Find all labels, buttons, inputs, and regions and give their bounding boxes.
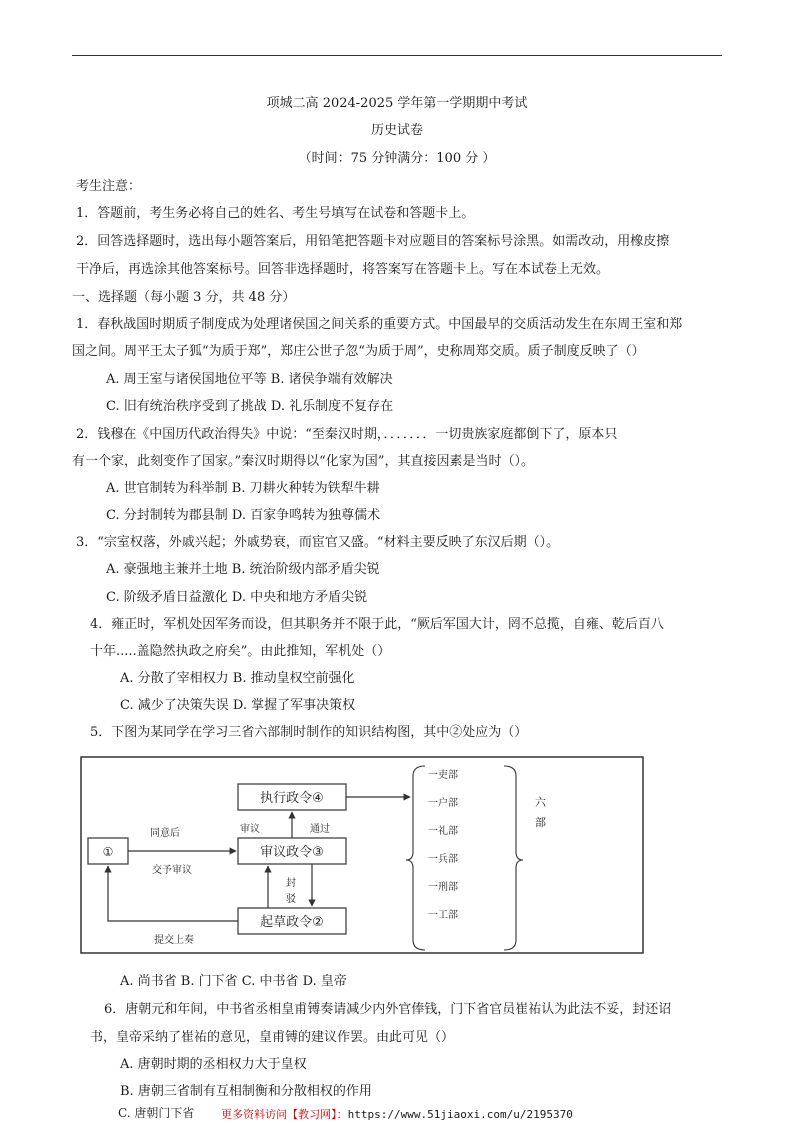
q5-line-1: 5．下图为某同学在学习三省六部制时制作的知识结构图，其中②处应为（）: [90, 725, 528, 740]
q1-options-cd: C. 旧有统治秩序受到了挑战 D. 礼乐制度不复存在: [106, 399, 394, 414]
q4-line-1: 4．雍正时，军机处因军务而设，但其职务并不限于此，“厥后军国大计，罔不总揽，自雍、乾后百八: [90, 617, 664, 632]
review-box-label: 审议政令③: [260, 845, 324, 860]
exam-title: 项城二高 2024-2025 学年第一学期期中考试: [266, 96, 528, 111]
q2-options-cd: C. 分封制转为郡县制 D. 百家争鸣转为独尊儒术: [106, 508, 381, 523]
q3-options-ab: A. 豪强地主兼并土地 B. 统治阶级内部矛盾尖锐: [106, 562, 380, 577]
three-departments-diagram: [80, 756, 644, 954]
q4-options-cd: C. 减少了决策失误 D. 掌握了军事决策权: [120, 698, 356, 713]
label-reject-2: 驳: [286, 894, 296, 905]
draft-box-label: 起草政令②: [260, 915, 324, 930]
left-bracket: [406, 766, 425, 950]
q4-line-2: 十年.....盖隐然执政之府矣”。由此推知，军机处（）: [90, 644, 391, 659]
exam-time-info: （时间：75 分钟满分：100 分 ）: [298, 151, 496, 166]
exec-box-label: 执行政令④: [260, 791, 324, 806]
ministry-item: 一工部: [428, 910, 458, 921]
label-review: 审议: [240, 824, 260, 835]
label-submit-review: 交予审议: [152, 865, 192, 876]
ministry-item: 一户部: [428, 798, 458, 809]
q1-line-2: 国之间。周平王太子狐“为质于郑”，郑庄公世子忽“为质于周”，史称周郑交质。质子制度反映了（）: [72, 344, 645, 359]
ministry-item: 一吏部: [428, 770, 458, 781]
q2-line-1: 2．钱穆在《中国历代政治得失》中说：“至秦汉时期，．．．．．．．一切贵族家庭都倒下了，原本只: [76, 427, 618, 442]
ministry-item: 一礼部: [428, 826, 458, 837]
q6-line-2: 书，皇帝采纳了崔祐的意见，皇甫镈的建议作罢。由此可见（）: [90, 1030, 455, 1045]
q1-options-ab: A. 周王室与诸侯国地位平等 B. 诸侯争端有效解决: [106, 372, 393, 387]
ministry-item: 一刑部: [428, 882, 458, 893]
ministries-list: [428, 768, 458, 921]
six-label-1: 六: [535, 796, 546, 809]
q6-option-a: A. 唐朝时期的丞相权力大于皇权: [120, 1057, 307, 1072]
q5-options: A. 尚书省 B. 门下省 C. 中书省 D. 皇帝: [120, 974, 347, 989]
q2-options-ab: A. 世官制转为科举制 B. 刀耕火种转为铁犁牛耕: [106, 481, 380, 496]
header-rule: [72, 55, 722, 56]
diagram-frame: [81, 757, 643, 953]
six-label-2: 部: [535, 816, 546, 829]
notice-heading: 考生注意：: [76, 179, 142, 194]
ministry-item: 一兵部: [428, 854, 458, 865]
q4-options-ab: A. 分散了宰相权力 B. 推动皇权空前强化: [120, 671, 355, 686]
q1-line-1: 1．春秋战国时期质子制度成为处理诸侯国之间关系的重要方式。中国最早的交质活动发生在东周王室和郑: [76, 317, 683, 332]
q6-option-b: B. 唐朝三省制有互相制衡和分散相权的作用: [120, 1084, 372, 1099]
label-agree: 同意后: [150, 828, 180, 839]
notice-item-2-line-1: 2．回答选择题时，选出每小题答案后，用铅笔把答题卡对应题目的答案标号涂黑。如需改动，用橡皮擦: [76, 234, 670, 249]
exam-subject: 历史试卷: [370, 123, 423, 138]
label-submit-up: 提交上奏: [154, 935, 194, 946]
q6-option-c-partial: C. 唐朝门下省: [118, 1106, 195, 1120]
emperor-box-label: ①: [102, 845, 114, 859]
label-reject-1: 封: [286, 878, 296, 889]
q6-line-1: 6．唐朝元和年间，中书省丞相皇甫镈奏请减少内外官俸钱，门下省官员崔祐认为此法不妥，封还诏: [104, 1002, 672, 1017]
footer-watermark: [0, 1106, 794, 1122]
label-pass: 通过: [310, 824, 330, 835]
q3-line-1: 3．“宗室权落，外戚兴起；外戚势衰，而宦官又盛。“材料主要反映了东汉后期（）。: [76, 535, 560, 550]
q2-line-2: 有一个家，此刻变作了国家。”秦汉时期得以“化家为国”，其直接因素是当时（）。: [72, 454, 534, 469]
section-1-heading: 一、选择题（每小题 3 分，共 48 分）: [72, 290, 296, 305]
notice-item-1: 1．答题前，考生务必将自己的姓名、考生号填写在试卷和答题卡上。: [76, 206, 475, 221]
q3-options-cd: C. 阶级矛盾日益激化 D. 中央和地方矛盾尖锐: [106, 590, 368, 605]
footer-prefix: 更多资料访问【教习网】：: [221, 1108, 348, 1121]
notice-item-2-line-2: 干净后，再选涂其他答案标号。回答非选择题时，将答案写在答题卡上。写在本试卷上无效。: [76, 262, 610, 277]
footer-url[interactable]: https://www.51jiaoxi.com/u/2195370: [347, 1108, 573, 1121]
right-bracket: [504, 766, 523, 950]
